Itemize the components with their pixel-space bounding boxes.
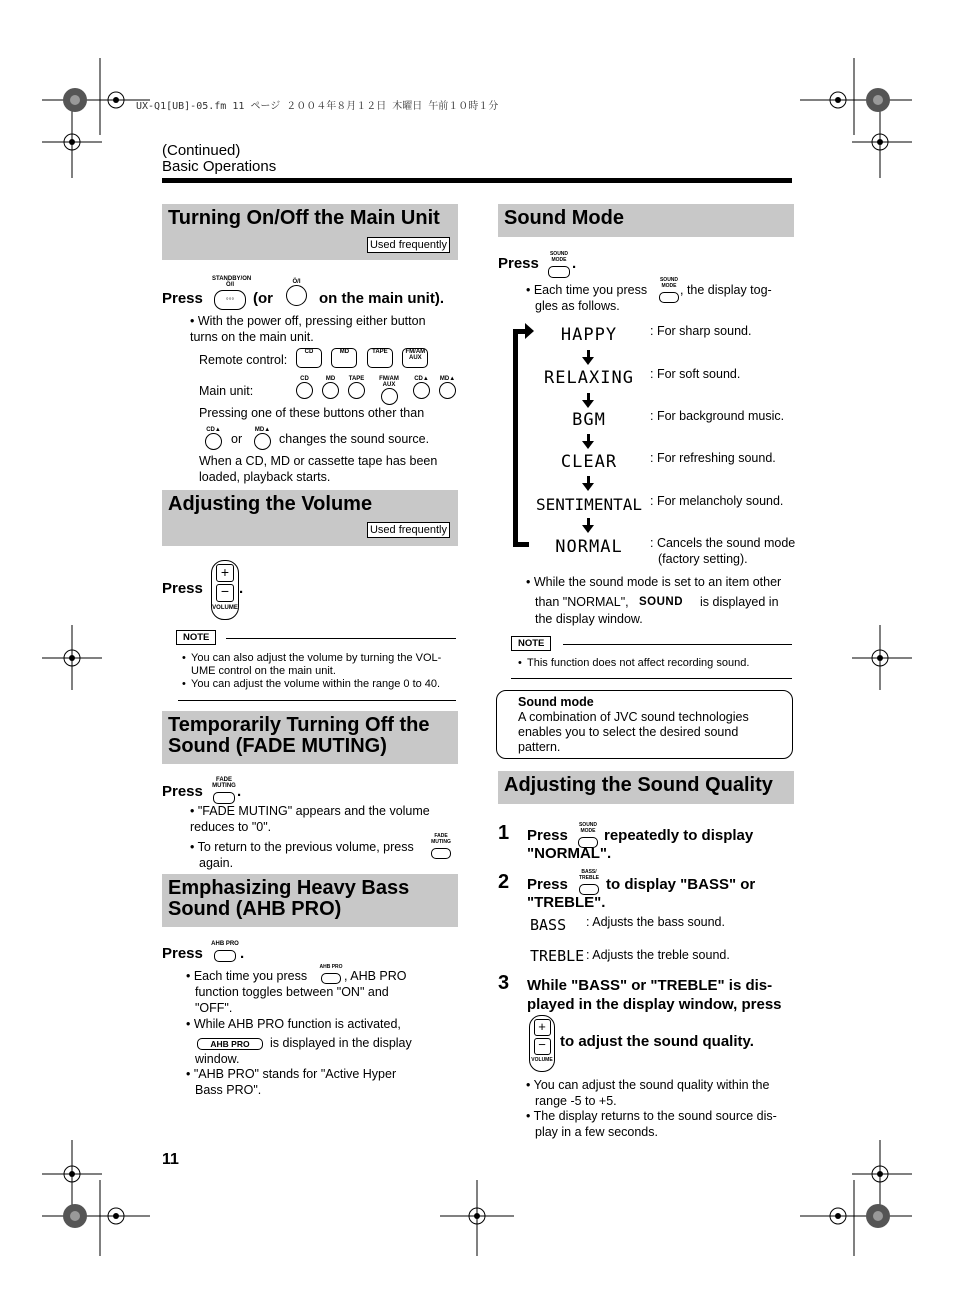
cd-eject-inline: [205, 427, 222, 451]
section-title: Emphasizing Heavy Bass Sound (AHB PRO): [168, 877, 410, 920]
sound-mode-bullet-2b: than "NORMAL",: [535, 595, 629, 609]
note-label: NOTE: [176, 630, 216, 645]
or-text: or: [231, 432, 243, 446]
mode-bgm-desc: : For background music.: [650, 409, 785, 423]
remote-buttons: [296, 348, 428, 368]
changes-text: changes the sound source.: [279, 432, 430, 446]
on-main-unit-label: on the main unit).: [319, 290, 444, 307]
note-bottom-rule: [511, 678, 792, 679]
fade-muting-label: FADE MUTING: [212, 777, 236, 789]
fade-muting-inline-label: FADE MUTING: [431, 833, 451, 845]
ahb-pro-button[interactable]: [214, 950, 236, 962]
cd-eject-inline-button[interactable]: [205, 433, 222, 450]
info-box-text: A combination of JVC sound technologies enables you to select the desired sound pattern.: [518, 710, 749, 754]
sound-mode-bullet-1a: • Each time you press: [526, 283, 648, 297]
print-header: UX-Q1[UB]-05.fm 11 ページ ２００４年８月１２日 木曜日 午前１０時１分: [136, 101, 499, 112]
minus-icon[interactable]: −: [216, 584, 234, 602]
volume-label: VOLUME: [531, 1057, 553, 1063]
section-sound-quality: [498, 771, 794, 804]
cycle-bracket: [513, 329, 529, 547]
main-tape-label: TAPE: [348, 376, 365, 382]
press-label: Press: [162, 290, 203, 307]
section-volume: [162, 490, 458, 546]
ahb-pro-indicator: AHB PRO: [197, 1038, 263, 1050]
remote-tape-button[interactable]: TAPE: [367, 348, 393, 368]
standby-label: STANDBY/ON: [212, 276, 252, 282]
arrow-stem: [587, 434, 590, 441]
md-eject-inline-label: MD▲: [254, 427, 271, 433]
section-fade: [162, 711, 458, 764]
volume-notes: [182, 652, 458, 691]
section-title: Adjusting the Sound Quality: [504, 774, 773, 796]
arrow-stem: [587, 393, 590, 400]
power-button[interactable]: [286, 285, 307, 306]
step-2-text: to display "BASS" or "TREBLE".: [527, 876, 756, 911]
arrow-stem: [587, 350, 590, 357]
note-label: NOTE: [511, 636, 551, 651]
main-unit-buttons: [296, 376, 456, 406]
sound-mode-label: SOUND MODE: [549, 251, 569, 263]
ahb-pro-button-group: [210, 941, 240, 965]
fade-bullet-1: • "FADE MUTING" appears and the volume reduces to "0".: [190, 804, 430, 834]
continued-label: (Continued): [162, 142, 241, 159]
mode-sentimental-desc: : For melancholy sound.: [650, 494, 784, 508]
used-frequently-badge: Used frequently: [367, 237, 450, 253]
mode-relaxing-desc: : For soft sound.: [650, 367, 741, 381]
step-3-text-b: to adjust the sound quality.: [560, 1033, 754, 1050]
when-text: When a CD, MD or cassette tape has been loaded, playback starts.: [199, 454, 438, 484]
sound-mode-bullet-2c: is displayed in: [700, 595, 779, 609]
note-item: • You can adjust the volume within the range 0 to 40.: [182, 678, 441, 690]
fade-muting-inline-button[interactable]: [431, 848, 451, 859]
step-1-sound-mode-label: SOUND MODE: [578, 822, 598, 834]
note-text: This function does not affect recording sound.: [527, 657, 750, 669]
press-label: Press: [162, 945, 203, 962]
press-label: Press: [162, 783, 203, 800]
ahb-bullet-1a: • Each time you press: [186, 969, 308, 983]
pressing-one-text: Pressing one of these buttons other than: [199, 406, 425, 420]
main-cd-eject-button[interactable]: [413, 382, 430, 399]
section-title: Temporarily Turning Off the Sound (FADE MUTING): [168, 714, 430, 757]
section-title: Turning On/Off the Main Unit: [168, 207, 440, 229]
remote-cd-button[interactable]: CD: [296, 348, 322, 368]
sound-mode-button-group: [546, 251, 572, 281]
press-label: Press: [162, 580, 203, 597]
treble-lcd: TREBLE: [530, 947, 585, 965]
ahb-bullet-1b: , AHB PRO function toggles between "ON" and "OFF".: [195, 969, 407, 1015]
mode-sentimental-lcd: SENTIMENTAL: [536, 495, 642, 514]
note-bottom-rule: [178, 700, 456, 701]
sound-mode-bullet-2d: the display window.: [535, 612, 643, 626]
note-item: • You can also adjust the volume by turning the VOL-UME control on the main unit.: [182, 652, 442, 677]
main-fmam-label: FM/AM AUX: [379, 376, 399, 388]
quality-bullet-1: • You can adjust the sound quality within the range -5 to +5.: [526, 1078, 770, 1108]
remote-md-button[interactable]: MD: [331, 348, 357, 368]
mode-bgm-lcd: BGM: [572, 410, 606, 430]
power-symbol: Ö/I: [225, 282, 234, 288]
step-3-text: While "BASS" or "TREBLE" is dis-played in the display window, press: [527, 977, 782, 1013]
main-cd-eject-label: CD▲: [414, 376, 429, 382]
section-turning-on: [162, 204, 458, 260]
mode-happy-lcd: HAPPY: [560, 325, 618, 345]
down-arrow-icon: [582, 525, 594, 533]
down-arrow-icon: [582, 483, 594, 491]
ahb-bullet-3: • "AHB PRO" stands for "Active Hyper Bass PRO".: [186, 1067, 397, 1097]
section-sound-mode: [498, 204, 794, 237]
main-cd-button[interactable]: [296, 382, 313, 399]
arrow-stem: [587, 476, 590, 483]
volume-label: VOLUME: [212, 605, 238, 611]
header-rule: [162, 178, 792, 183]
section-title: Adjusting the Volume: [168, 493, 373, 515]
note-rule: [563, 644, 792, 645]
section-title: Sound Mode: [504, 207, 624, 229]
ahb-bullet-2b: is displayed in the display window.: [195, 1036, 412, 1066]
plus-icon[interactable]: +: [534, 1019, 551, 1036]
main-md-eject-label: MD▲: [439, 376, 456, 382]
fade-muting-inline: [428, 833, 454, 863]
bass-desc: : Adjusts the bass sound.: [586, 915, 725, 929]
main-md-button[interactable]: [322, 382, 339, 399]
step-1-number: 1: [498, 822, 510, 844]
main-tape-button[interactable]: [348, 382, 365, 399]
running-header: [162, 143, 276, 175]
period: .: [572, 255, 577, 272]
step-2-press: Press: [527, 876, 568, 893]
step-2-number: 2: [498, 871, 510, 893]
md-eject-inline: [254, 427, 271, 451]
main-cd-label: CD: [300, 376, 309, 382]
main-fmam-button[interactable]: [381, 388, 398, 405]
mode-normal-desc: : Cancels the sound mode (factory setting).: [650, 536, 796, 566]
mode-clear-lcd: CLEAR: [560, 452, 618, 472]
or-label: (or: [253, 290, 273, 307]
mode-clear-desc: : For refreshing sound.: [650, 451, 776, 465]
down-arrow-icon: [582, 400, 594, 408]
period: .: [237, 783, 242, 800]
standby-button[interactable]: ◦◦◦: [214, 290, 246, 310]
section-label: Basic Operations: [162, 158, 277, 175]
used-frequently-badge: Used frequently: [367, 522, 450, 538]
ahb-bullet-2a: • While AHB PRO function is activated,: [186, 1017, 401, 1031]
down-arrow-icon: [582, 357, 594, 365]
press-label: Press: [498, 255, 539, 272]
step-1-press: Press: [527, 827, 568, 844]
minus-icon[interactable]: −: [534, 1038, 551, 1055]
power-label: Ö/I: [292, 279, 301, 285]
main-unit-label: Main unit:: [199, 384, 254, 398]
mode-happy-desc: : For sharp sound.: [650, 324, 752, 338]
sound-mode-bullet-1b: , the display tog-gles as follows.: [535, 283, 772, 313]
volume-button[interactable]: [211, 560, 239, 620]
main-md-eject-button[interactable]: [439, 382, 456, 399]
fade-bullet-2b: again.: [199, 856, 234, 870]
plus-icon[interactable]: +: [216, 564, 234, 582]
sound-indicator: SOUND: [639, 596, 684, 608]
sound-mode-note: • This function does not affect recording sound.: [518, 657, 750, 669]
ahb-pro-inline-label: AHB PRO: [319, 964, 343, 970]
step-1-text: repeatedly to display "NORMAL".: [527, 827, 754, 862]
treble-desc: : Adjusts the treble sound.: [586, 948, 730, 962]
main-md-label: MD: [325, 376, 336, 382]
remote-control-label: Remote control:: [199, 353, 288, 367]
fade-bullet-2: • To return to the previous volume, press: [190, 840, 414, 854]
note-rule: [226, 638, 456, 639]
info-box-title: Sound mode: [518, 695, 594, 709]
md-eject-inline-button[interactable]: [254, 433, 271, 450]
cd-eject-inline-label: CD▲: [206, 427, 221, 433]
quality-bullet-2: • The display returns to the sound source dis-play in a few seconds.: [526, 1109, 777, 1139]
period: .: [240, 945, 245, 962]
page-number: 11: [162, 1151, 179, 1168]
fade-muting-button[interactable]: [213, 792, 235, 804]
sound-mode-inline-label: SOUND MODE: [659, 277, 679, 289]
arrow-stem: [587, 518, 590, 525]
sound-mode-bullet-2a: • While the sound mode is set to an item other: [526, 575, 782, 589]
sound-mode-info-box: [496, 690, 793, 759]
step-3-volume-button[interactable]: [529, 1015, 555, 1072]
down-arrow-icon: [582, 441, 594, 449]
turning-on-bullet: • With the power off, pressing either button turns on the main unit.: [190, 314, 426, 344]
remote-fmam-button[interactable]: FM/AM AUX: [402, 348, 428, 368]
mode-normal-lcd: NORMAL: [555, 537, 623, 557]
sound-mode-button[interactable]: [548, 266, 570, 278]
section-ahb: [162, 874, 458, 927]
period: .: [239, 580, 244, 597]
bass-treble-label: BASS/ TREBLE: [579, 869, 599, 881]
mode-relaxing-lcd: RELAXING: [544, 368, 634, 388]
step-3-number: 3: [498, 972, 510, 994]
bass-lcd: BASS: [530, 916, 567, 934]
ahb-pro-label: AHB PRO: [211, 941, 239, 947]
